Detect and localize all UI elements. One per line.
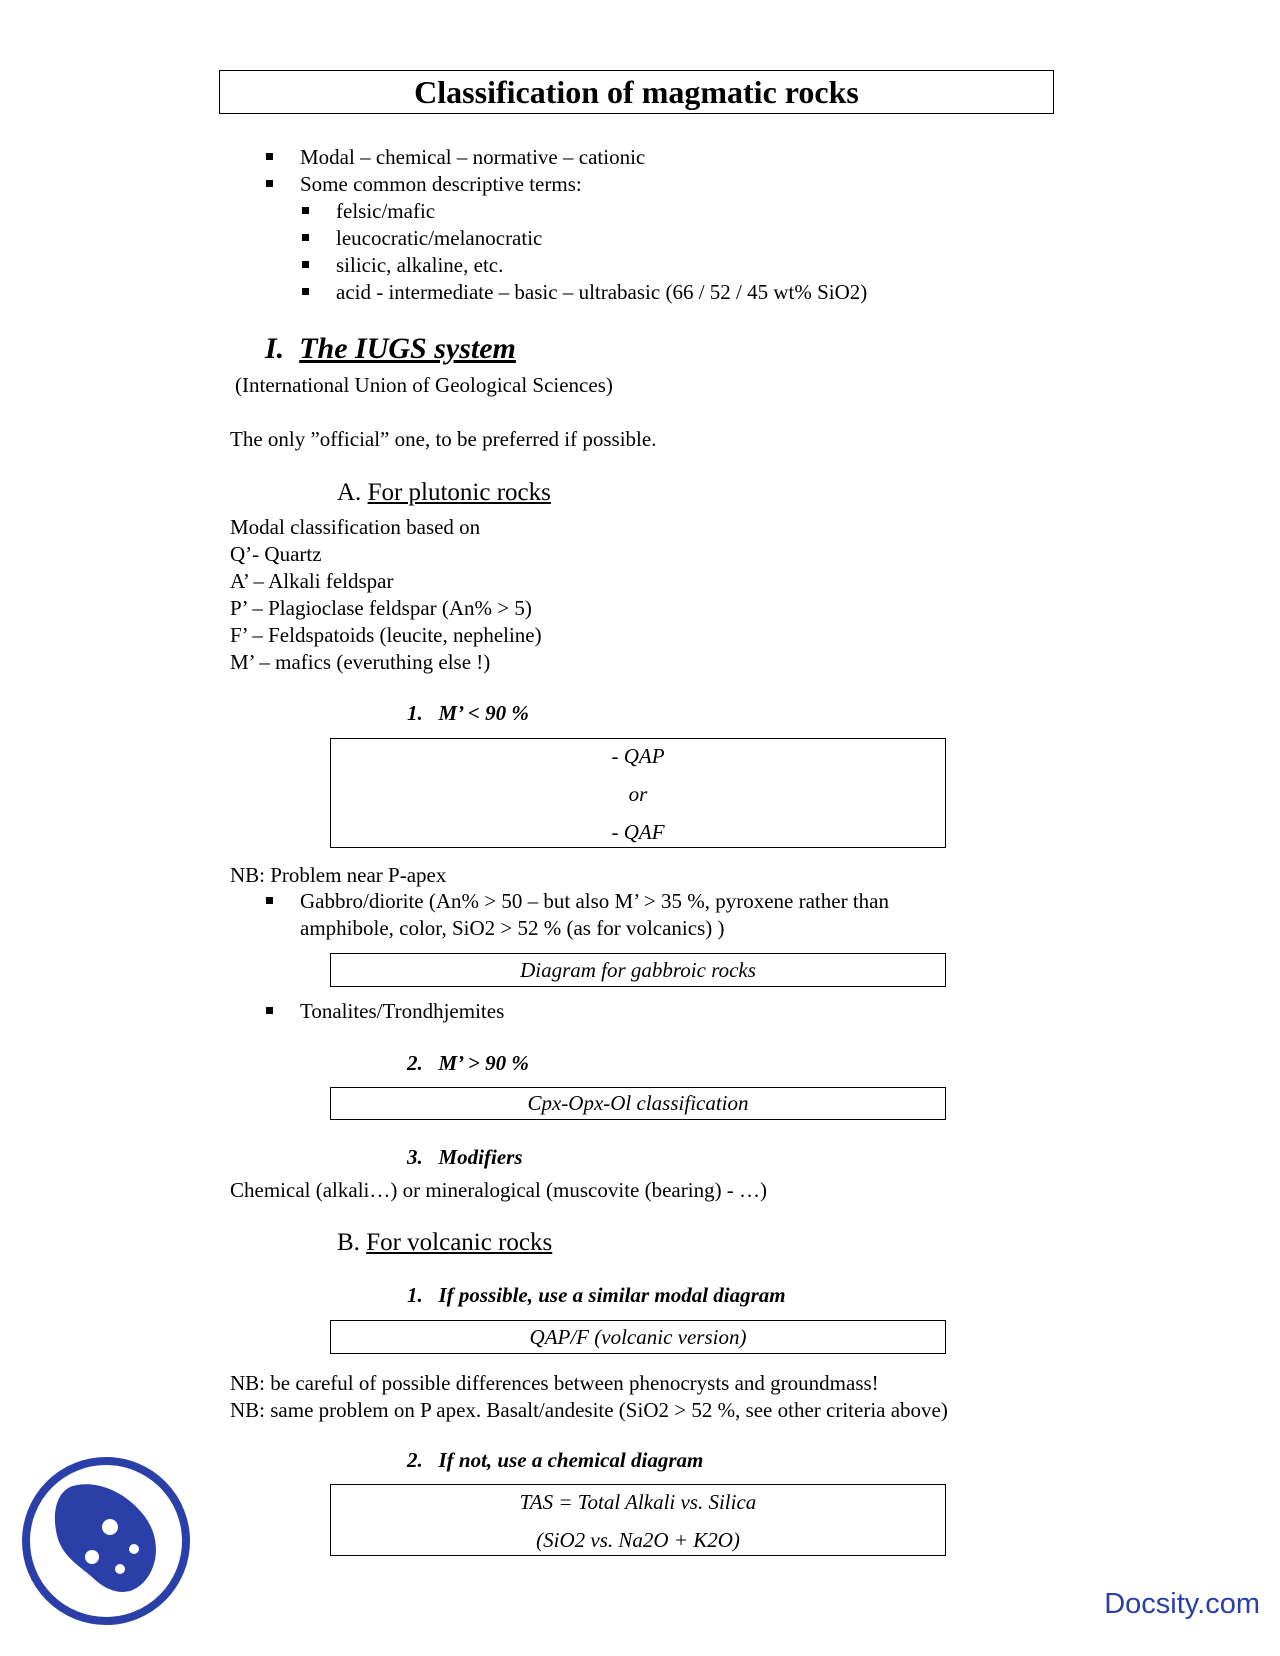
nb-text: NB: be careful of possible differences between phenocrysts and groundmass! bbox=[230, 1371, 879, 1395]
bullet-text: Gabbro/diorite (An% > 50 – but also M’ > 35 %, pyroxene rather than bbox=[300, 889, 889, 913]
box-line: TAS = Total Alkali vs. Silica bbox=[519, 1490, 757, 1514]
qapf-box: QAP/F (volcanic version) bbox=[330, 1320, 946, 1354]
heading-number: 2. bbox=[407, 1051, 423, 1075]
bullet-marker bbox=[266, 1007, 273, 1014]
heading-number: 2. bbox=[407, 1448, 423, 1472]
subsection-heading-a bbox=[337, 478, 551, 508]
section-title: The IUGS system bbox=[299, 332, 516, 365]
numbered-heading bbox=[407, 1282, 786, 1308]
brand-text[interactable]: Docsity.com bbox=[1104, 1588, 1260, 1620]
numbered-heading bbox=[407, 1144, 523, 1170]
page-title: Classification of magmatic rocks bbox=[219, 70, 1054, 114]
text-line: Modal classification based on bbox=[230, 515, 481, 539]
bullet-marker bbox=[266, 153, 273, 160]
text-line: A’ – Alkali feldspar bbox=[230, 569, 394, 593]
tas-box bbox=[330, 1484, 946, 1556]
intro-subitem: leucocratic/melanocratic bbox=[336, 226, 543, 250]
bullet-marker bbox=[302, 207, 309, 214]
text-line: F’ – Feldspatoids (leucite, nepheline) bbox=[230, 623, 542, 647]
section-subtitle: (International Union of Geological Sciences) bbox=[235, 373, 613, 397]
bullet-text: amphibole, color, SiO2 > 52 % (as for volcanics) ) bbox=[300, 916, 725, 940]
heading-number: 3. bbox=[407, 1145, 423, 1169]
bullet-marker bbox=[266, 897, 273, 904]
numbered-heading bbox=[407, 1447, 703, 1473]
subsection-letter: A. bbox=[337, 479, 362, 506]
bullet-marker bbox=[302, 261, 309, 268]
section-note: The only ”official” one, to be preferred if possible. bbox=[230, 427, 657, 451]
text-line: P’ – Plagioclase feldspar (An% > 5) bbox=[230, 596, 532, 620]
heading-number: 1. bbox=[407, 701, 423, 725]
bullet-text: Tonalites/Trondhjemites bbox=[300, 999, 505, 1023]
intro-subitem: silicic, alkaline, etc. bbox=[336, 253, 504, 277]
nb-text: NB: Problem near P-apex bbox=[230, 863, 447, 887]
qap-box bbox=[330, 738, 946, 848]
subsection-title: For volcanic rocks bbox=[366, 1229, 553, 1256]
heading-text: If not, use a chemical diagram bbox=[438, 1448, 704, 1472]
bullet-marker bbox=[302, 288, 309, 295]
heading-text: M’ < 90 % bbox=[438, 701, 529, 725]
logo-mark-icon bbox=[30, 1465, 182, 1617]
intro-item: Some common descriptive terms: bbox=[300, 172, 582, 196]
subsection-letter: B. bbox=[337, 1229, 360, 1256]
bullet-marker bbox=[302, 234, 309, 241]
bullet-marker bbox=[266, 180, 273, 187]
intro-subitem: acid - intermediate – basic – ultrabasic (66 / 52 / 45 wt% SiO2) bbox=[336, 280, 868, 304]
subsection-title: For plutonic rocks bbox=[367, 479, 551, 506]
box-line: or bbox=[628, 782, 648, 806]
text-line: M’ – mafics (everuthing else !) bbox=[230, 650, 491, 674]
cpx-box: Cpx-Opx-Ol classification bbox=[330, 1087, 946, 1120]
heading-text: If possible, use a similar modal diagram bbox=[438, 1283, 786, 1307]
text-line: Q’- Quartz bbox=[230, 542, 322, 566]
docsity-logo bbox=[22, 1457, 190, 1625]
box-line: - QAP bbox=[611, 744, 665, 768]
modifiers-text: Chemical (alkali…) or mineralogical (muscovite (bearing) - …) bbox=[230, 1178, 768, 1202]
heading-text: M’ > 90 % bbox=[438, 1051, 529, 1075]
intro-item: Modal – chemical – normative – cationic bbox=[300, 145, 646, 169]
section-number: I. bbox=[265, 332, 285, 365]
subsection-heading-b bbox=[337, 1228, 552, 1258]
numbered-heading bbox=[407, 1050, 529, 1076]
nb-text: NB: same problem on P apex. Basalt/andesite (SiO2 > 52 %, see other criteria above) bbox=[230, 1398, 948, 1422]
box-line: - QAF bbox=[611, 820, 665, 844]
gabbroic-box: Diagram for gabbroic rocks bbox=[330, 953, 946, 987]
heading-text: Modifiers bbox=[438, 1145, 523, 1169]
intro-subitem: felsic/mafic bbox=[336, 199, 436, 223]
heading-number: 1. bbox=[407, 1283, 423, 1307]
section-heading bbox=[265, 332, 516, 366]
box-line: (SiO2 vs. Na2O + K2O) bbox=[536, 1528, 740, 1552]
numbered-heading bbox=[407, 700, 529, 726]
